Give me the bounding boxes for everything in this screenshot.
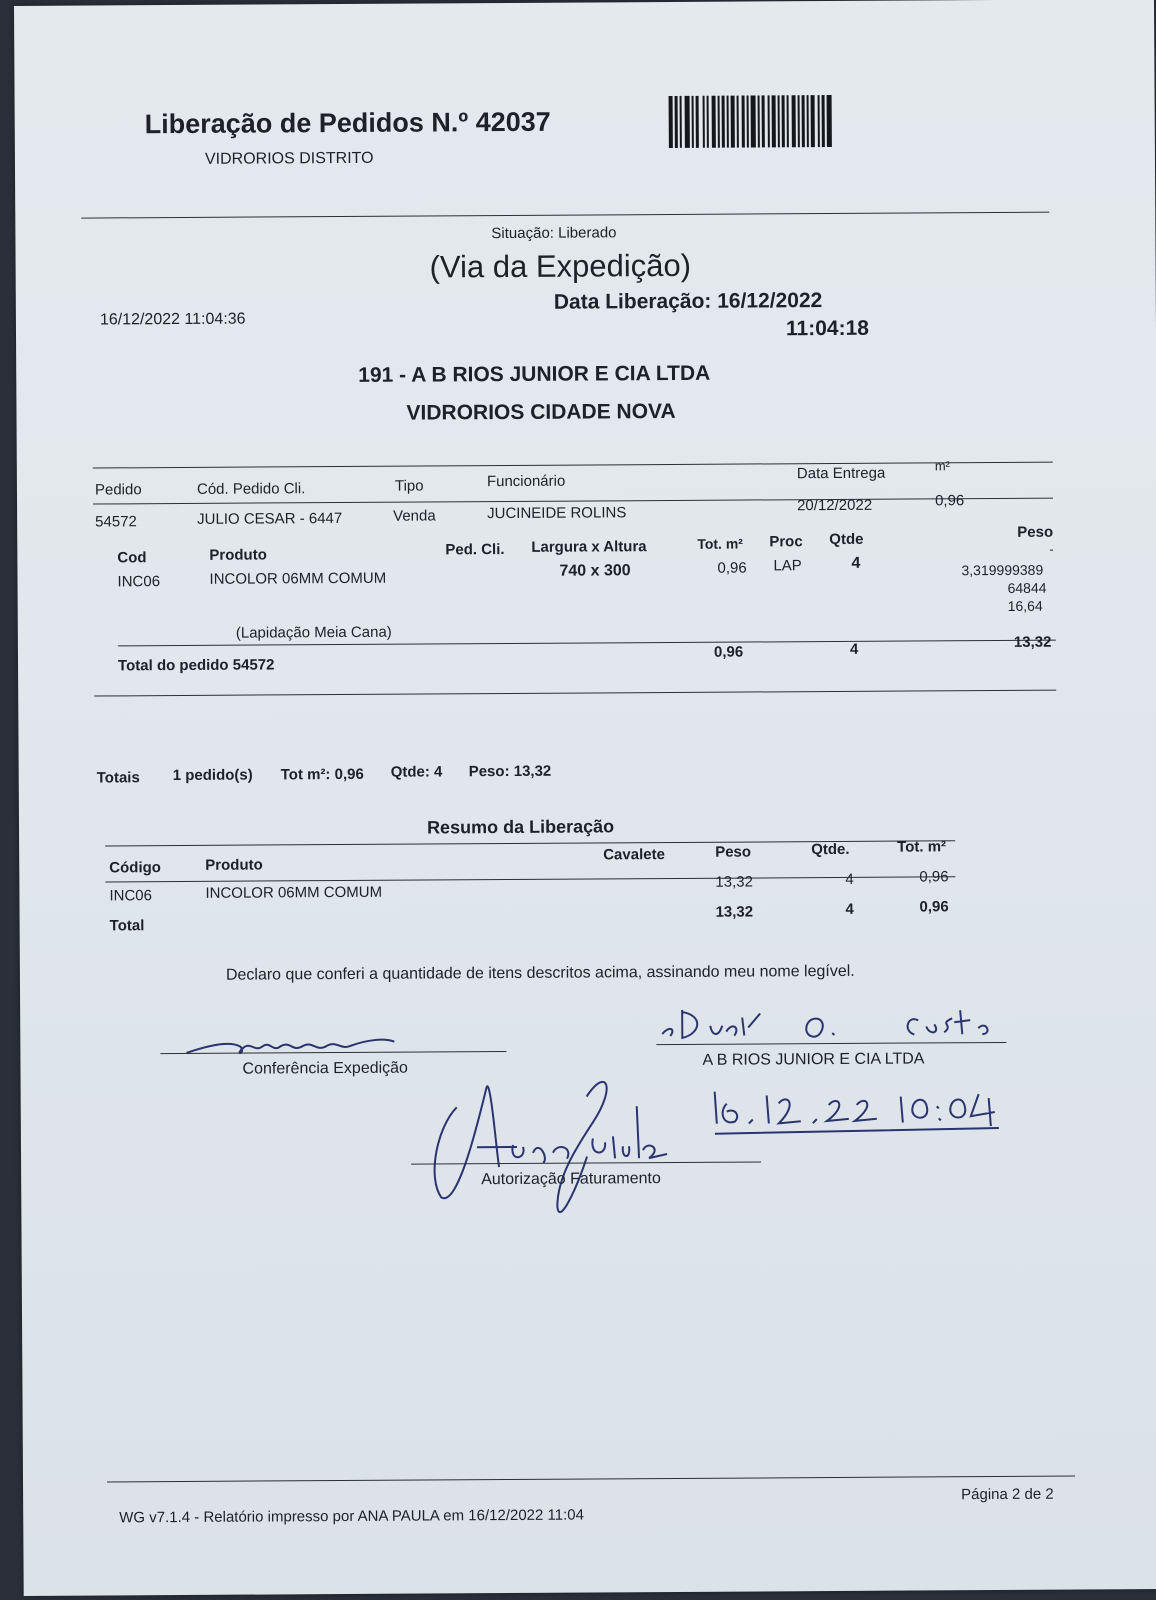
order-total-label: Total do pedido 54572 bbox=[117, 656, 275, 675]
handwritten-date bbox=[709, 1076, 999, 1138]
summary-col-peso-header: Peso bbox=[715, 843, 752, 861]
summary-total-tot-m2: 0,96 bbox=[919, 898, 949, 916]
order-total-m2: 0,96 bbox=[713, 643, 744, 661]
header-divider bbox=[81, 212, 1049, 219]
col-pedido-header: Pedido bbox=[94, 481, 142, 499]
item-col-largura-altura-header: Largura x Altura bbox=[531, 538, 647, 556]
col-m2-header: m² bbox=[934, 458, 951, 474]
item-col-qtde-header: Qtde bbox=[829, 530, 864, 549]
order-header-line bbox=[93, 498, 1053, 505]
footer-printed-by: WG v7.1.4 - Relatório impresso por ANA PAULA em 16/12/2022 11:04 bbox=[119, 1506, 584, 1527]
item-peso-line1: 3,319999389 bbox=[961, 561, 1044, 579]
totals-qtde: Qtde: 4 bbox=[390, 763, 443, 781]
item-peso-line3: 16,64 bbox=[1007, 597, 1043, 614]
order-total-peso: 13,32 bbox=[1013, 633, 1052, 651]
authorization-signature-label: Autorização Faturamento bbox=[481, 1170, 661, 1189]
summary-row-peso: 13,32 bbox=[715, 873, 753, 891]
totals-peso: Peso: 13,32 bbox=[468, 762, 552, 781]
order-cod-pedido-cli: JULIO CESAR - 6447 bbox=[197, 510, 343, 528]
footer-line bbox=[107, 1476, 1075, 1483]
item-cod: INC06 bbox=[117, 573, 161, 591]
summary-col-cavalete-header: Cavalete bbox=[603, 846, 665, 864]
summary-title: Resumo da Liberação bbox=[426, 816, 615, 838]
summary-row-codigo: INC06 bbox=[109, 887, 153, 905]
client-store: VIDRORIOS CIDADE NOVA bbox=[406, 399, 676, 425]
client-signature-label: A B RIOS JUNIOR E CIA LTDA bbox=[702, 1050, 925, 1069]
totals-label: Totais bbox=[96, 769, 140, 787]
order-table-top-line bbox=[93, 462, 1053, 469]
document-title: Liberação de Pedidos N.º 42037 bbox=[144, 106, 551, 140]
summary-total-qtde: 4 bbox=[845, 900, 854, 918]
item-produto: INCOLOR 06MM COMUM bbox=[209, 569, 387, 588]
item-col-tot-m2-header: Tot. m² bbox=[697, 535, 743, 552]
col-data-entrega-header: Data Entrega bbox=[796, 464, 886, 483]
summary-header-line bbox=[105, 876, 955, 882]
item-proc: LAP bbox=[773, 557, 802, 575]
summary-total-peso: 13,32 bbox=[715, 903, 754, 921]
summary-row-tot-m2: 0,96 bbox=[919, 868, 949, 886]
footer-page-number: Página 2 de 2 bbox=[961, 1485, 1054, 1504]
item-process-note: (Lapidação Meia Cana) bbox=[235, 623, 392, 642]
order-m2: 0,96 bbox=[934, 492, 965, 510]
client-signature bbox=[656, 996, 1016, 1046]
item-peso-dash: - bbox=[1049, 541, 1054, 557]
company-name: VIDRORIOS DISTRITO bbox=[204, 149, 374, 168]
order-total-qtde: 4 bbox=[849, 640, 859, 658]
item-col-cod-header: Cod bbox=[117, 549, 147, 567]
item-qtde: 4 bbox=[851, 554, 861, 572]
item-col-peso-header: Peso bbox=[1017, 523, 1054, 541]
expedition-signature bbox=[180, 1022, 400, 1063]
item-dimensions: 740 x 300 bbox=[559, 562, 631, 580]
summary-total-label: Total bbox=[109, 917, 145, 935]
col-cod-pedido-cli-header: Cód. Pedido Cli. bbox=[196, 480, 306, 498]
authorization-signature bbox=[416, 1066, 677, 1228]
order-section-bottom-line bbox=[94, 690, 1056, 697]
totals-pedidos: 1 pedido(s) bbox=[172, 766, 253, 785]
summary-col-qtde-header: Qtde. bbox=[811, 840, 850, 859]
summary-col-produto-header: Produto bbox=[205, 856, 263, 874]
release-date: Data Liberação: 16/12/2022 bbox=[553, 289, 823, 314]
item-tot-m2: 0,96 bbox=[717, 559, 747, 577]
release-time: 11:04:18 bbox=[785, 316, 869, 341]
col-tipo-header: Tipo bbox=[394, 477, 424, 495]
barcode bbox=[669, 95, 843, 148]
item-col-ped-cli-header: Ped. Cli. bbox=[445, 541, 505, 559]
totals-tot-m2: Tot m²: 0,96 bbox=[280, 765, 364, 784]
via-title: (Via da Expedição) bbox=[429, 247, 692, 285]
declaration-text: Declaro que conferi a quantidade de itens descritos acima, assinando meu nome legível. bbox=[225, 962, 855, 984]
print-datetime: 16/12/2022 11:04:36 bbox=[99, 310, 246, 329]
item-col-proc-header: Proc bbox=[769, 533, 803, 551]
summary-col-tot-m2-header: Tot. m² bbox=[897, 838, 947, 856]
status-label: Situação: Liberado bbox=[491, 224, 617, 243]
expedition-signature-label: Conferência Expedição bbox=[242, 1059, 408, 1078]
summary-row-qtde: 4 bbox=[845, 870, 854, 888]
col-funcionario-header: Funcionário bbox=[486, 472, 566, 491]
client-name: 191 - A B RIOS JUNIOR E CIA LTDA bbox=[358, 361, 711, 387]
summary-row-produto: INCOLOR 06MM COMUM bbox=[205, 883, 383, 902]
item-peso-line2: 64844 bbox=[1007, 579, 1047, 596]
order-pedido: 54572 bbox=[95, 513, 137, 531]
document-page bbox=[14, 0, 1156, 1596]
summary-col-codigo-header: Código bbox=[109, 859, 161, 877]
item-col-produto-header: Produto bbox=[209, 546, 267, 564]
order-data-entrega: 20/12/2022 bbox=[797, 496, 873, 515]
order-tipo: Venda bbox=[393, 507, 436, 525]
order-funcionario: JUCINEIDE ROLINS bbox=[487, 504, 627, 523]
